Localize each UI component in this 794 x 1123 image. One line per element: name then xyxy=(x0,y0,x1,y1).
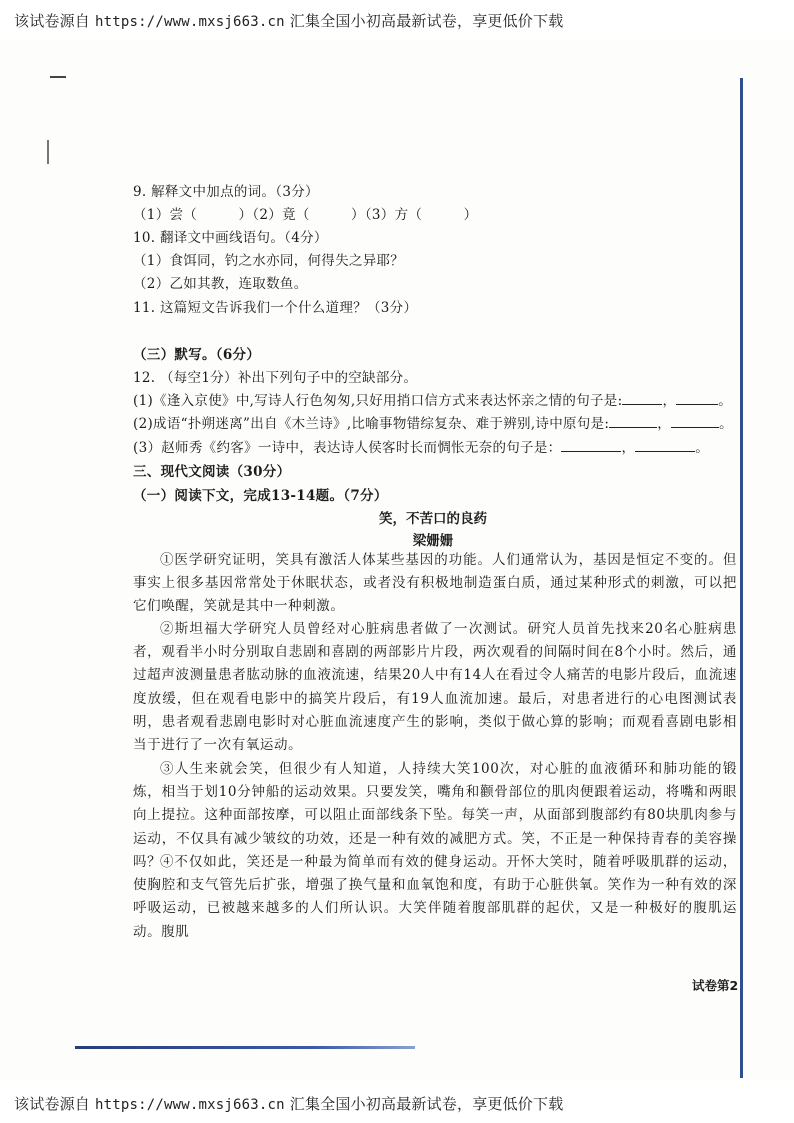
article-paragraph-4: ④不仅如此，笑还是一种最为简单而有效的健身运动。开怀大笑时，随着呼吸肌群的运动，使胸腔和支气管先后扩张，增强了换气量和血氧饱和度，有助于心脏供氧。笑作为一种有效的深呼吸运动，已被越来越多的人们所认识。大笑伴随着腹部肌群的起伏，又是一种极好的腹肌运动。腹肌 xyxy=(133,854,737,940)
banner-suffix: 汇集全国小初高最新试卷，享更低价下载 xyxy=(289,1095,564,1113)
article-paragraph-3: ③人生来就会笑，但很少有人知道，人持续大笑100次，对心脏的血液循环和肺功能的锻炼，相当于划10分钟船的运动效果。只要发笑，嘴角和颧骨部位的肌肉便跟着运动，将嘴和两眼向上提拉。这种面部按摩，可以阻止面部线条下坠。每笑一声，从面部到腹部约有80块肌肉参与运动，不仅具有减少皱纹的功效，还是一种有效的减肥方式。笑，不正是一种保持青春的美容操吗？ xyxy=(133,761,737,870)
source-banner-top xyxy=(14,10,563,31)
period: 。 xyxy=(695,440,710,456)
banner-prefix: 该试卷源自 xyxy=(14,12,91,30)
banner-prefix: 该试卷源自 xyxy=(14,1095,91,1113)
question-12-item-1 xyxy=(133,389,732,409)
question-10-sentence-1: （1）食饵同，钓之水亦同，何得失之异耶？ xyxy=(133,253,405,269)
question-11-title: 11. 这篇短文告诉我们一个什么道理？（3分） xyxy=(133,300,418,316)
item-text: (1)《逢入京使》中,写诗人行色匆匆,只好用捎口信方式来表达怀亲之情的句子是: xyxy=(133,393,623,409)
answer-blank[interactable] xyxy=(609,415,657,428)
answer-blank[interactable] xyxy=(676,392,718,405)
banner-url[interactable]: https://www.mxsj663.cn xyxy=(94,14,285,30)
article-title: 笑，不苦口的良药 xyxy=(379,511,487,527)
article-paragraph-1: ①医学研究证明，笑具有激活人体某些基因的功能。人们通常认为，基因是恒定不变的。但事实上很多基因常常处于休眠状态，或者没有积极地制造蛋白质，通过某种形式的刺激，可以把它们唤醒，笑就是其中一种刺激。 xyxy=(133,552,737,615)
section-dictation-title: （三）默写。（6分） xyxy=(133,347,261,363)
question-10-title: 10. 翻译文中画线语句。（4分） xyxy=(133,230,328,246)
question-10-sentence-2: （2）乙如其教，连取数鱼。 xyxy=(133,276,308,292)
answer-blank[interactable] xyxy=(622,392,662,405)
question-12-title: 12. （每空1分）补出下列句子中的空缺部分。 xyxy=(133,370,418,386)
reading-sub-title: （一）阅读下文，完成13-14题。（7分） xyxy=(133,488,388,504)
answer-blank[interactable] xyxy=(671,415,719,428)
comma: ， xyxy=(621,440,636,456)
answer-blank[interactable] xyxy=(635,439,695,452)
page-edge-line xyxy=(75,1046,415,1049)
scan-mark xyxy=(47,140,49,164)
source-banner-bottom xyxy=(14,1093,563,1114)
comma: ， xyxy=(662,393,677,409)
article-paragraph-2: ②斯坦福大学研究人员曾经对心脏病患者做了一次测试。研究人员首先找来20名心脏病患者，观看半小时分别取自悲剧和喜剧的两部影片片段，两次观看的间隔时间在8个小时。然后，通过超声波测量患者肱动脉的血液流速，结果20人中有14人在看过令人痛苦的电影片段后，血流速度放缓，但在观看电影中的搞笑片段后，有19人血流加速。最后，对患者进行的心电图测试表明，患者观看悲剧电影时对心脏血流速度产生的影响，类似于做心算的影响；而观看喜剧电影相当于进行了一次有氧运动。 xyxy=(133,621,737,754)
item-text: (2)成语“扑朔迷离”出自《木兰诗》,比喻事物错综复杂、难于辨别,诗中原句是: xyxy=(133,416,610,432)
banner-url[interactable]: https://www.mxsj663.cn xyxy=(94,1097,285,1113)
banner-suffix: 汇集全国小初高最新试卷，享更低价下载 xyxy=(289,12,564,30)
period: 。 xyxy=(719,416,733,432)
article-author: 梁姗姗 xyxy=(412,533,454,549)
question-12-item-3 xyxy=(133,436,709,456)
comma: ， xyxy=(657,416,672,432)
scan-mark xyxy=(50,76,66,78)
item-text: (3）赵师秀《约客》一诗中，表达诗人侯客时长而惆怅无奈的句子是： xyxy=(133,440,562,456)
page-number: 试卷第2 xyxy=(692,978,739,993)
answer-blank[interactable] xyxy=(561,439,621,452)
question-9-items: （1）尝（ ）（2）竟（ ）（3）方（ ） xyxy=(133,207,478,223)
question-9-title: 9. 解释文中加点的词。（3分） xyxy=(133,184,319,200)
page-edge-line xyxy=(740,78,743,1078)
question-12-item-2 xyxy=(133,412,733,432)
section-reading-title: 三、现代文阅读（30分） xyxy=(133,464,291,480)
period: 。 xyxy=(718,393,733,409)
